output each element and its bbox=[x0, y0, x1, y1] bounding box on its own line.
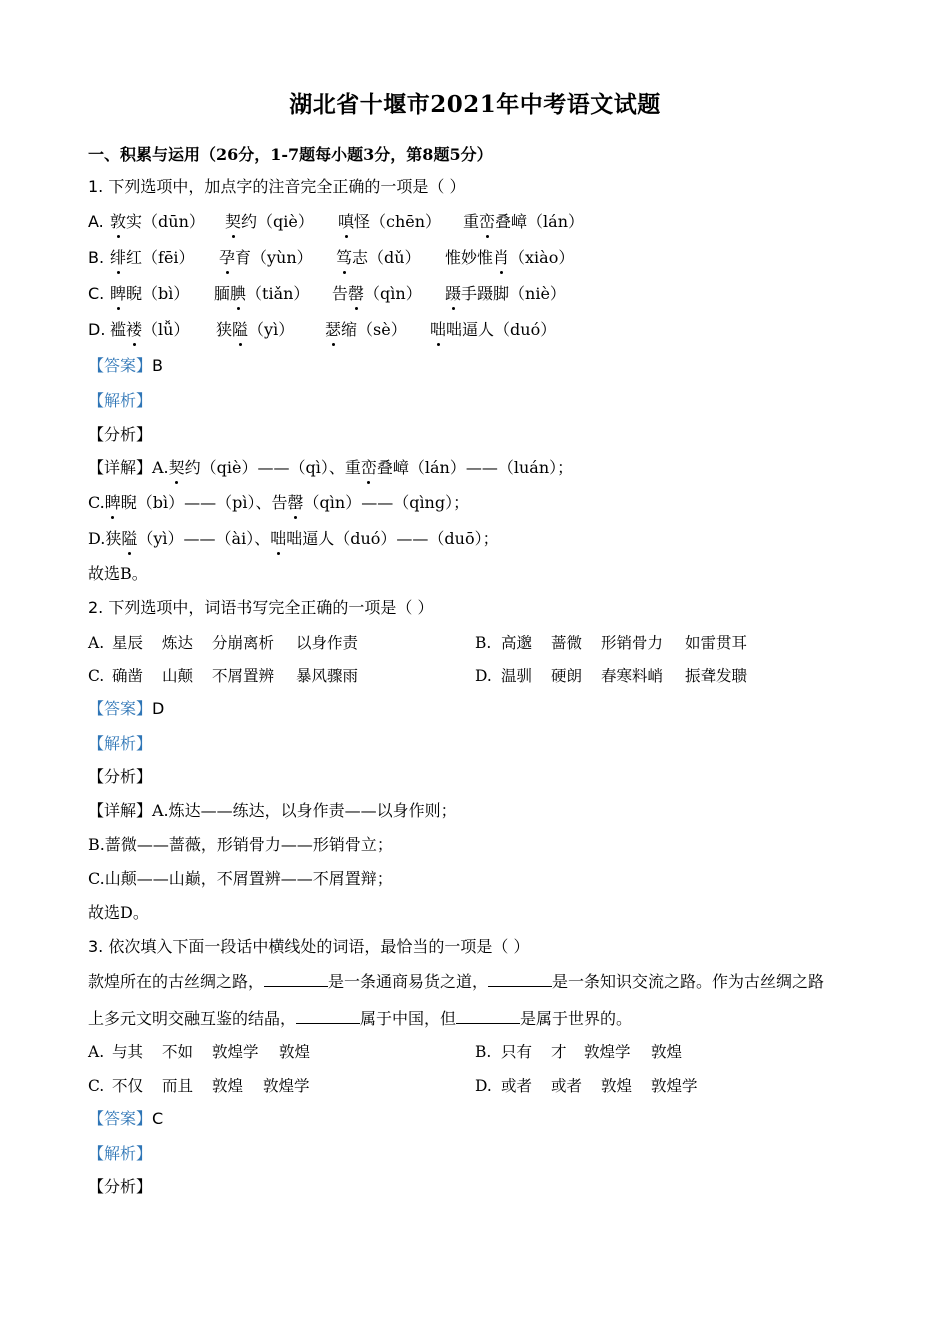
q3-option-c: C. 不仅 而且 敦煌 敦煌学 bbox=[88, 1077, 310, 1095]
section-heading: 一、积累与运用（26分，1-7题每小题3分，第8题5分） bbox=[88, 145, 493, 164]
page-title: 湖北省十堰市2021年中考语文试题 bbox=[289, 91, 661, 118]
blank-1 bbox=[264, 972, 328, 987]
blank-4 bbox=[456, 1009, 520, 1024]
blank-2 bbox=[488, 972, 552, 987]
q2-jiexi-label: 【解析】 bbox=[88, 734, 153, 753]
q3-option-d: D. 或者 或者 敦煌 敦煌学 bbox=[475, 1077, 698, 1095]
q3-passage-line-1: 款煌所在的古丝绸之路， 是一条通商易货之道， 是一条知识交流之路。作为古丝绸之路 bbox=[88, 972, 825, 991]
q1-fenxi-label: 【分析】 bbox=[88, 425, 153, 444]
q2-detail-a: 【详解】A.炼达——练达，以身作责——以身作则； bbox=[88, 801, 457, 820]
q3-fenxi-label: 【分析】 bbox=[88, 1177, 153, 1196]
q2-option-d: D. 温驯 硬朗 春寒料峭 振聋发聩 bbox=[475, 667, 748, 685]
q1-detail-a: 【详解】A.契约（qiè）——（qì）、重峦叠嶂（lán）——（luán）； bbox=[88, 458, 574, 477]
question-2-stem: 2. 下列选项中，词语书写完全正确的一项是（ ） bbox=[88, 598, 434, 617]
question-1-stem: 1. 下列选项中，加点字的注音完全正确的一项是（ ） bbox=[88, 177, 466, 196]
q2-fenxi-label: 【分析】 bbox=[88, 767, 153, 786]
question-3-stem: 3. 依次填入下面一段话中横线处的词语，最恰当的一项是（ ） bbox=[88, 937, 530, 956]
q2-option-b: B. 高邈 蔷微 形销骨力 如雷贯耳 bbox=[475, 634, 748, 652]
q2-option-a: A. 星辰 炼达 分崩离析 以身作责 bbox=[88, 634, 359, 652]
q3-option-a: A. 与其 不如 敦煌学 敦煌 bbox=[88, 1043, 311, 1061]
q1-option-b: B. 绯红（fēi） 孕育（yùn） 笃志（dǔ） 惟妙惟肖（xiào） bbox=[88, 248, 575, 267]
q3-passage-line-2: 上多元文明交融互鉴的结晶， 属于中国，但 是属于世界的。 bbox=[88, 1009, 633, 1028]
q3-option-b: B. 只有 才 敦煌学 敦煌 bbox=[475, 1043, 683, 1061]
q2-conclusion: 故选D。 bbox=[88, 903, 149, 922]
q1-jiexi-label: 【解析】 bbox=[88, 391, 153, 410]
q3-answer: 【答案】C bbox=[88, 1109, 164, 1128]
q1-option-a: A. 敦实（dūn） 契约（qiè） 嗔怪（chēn） 重峦叠嶂（lán） bbox=[88, 212, 584, 231]
q1-detail-c: C.睥睨（bì）——（pì）、告罄（qìn）——（qìng）； bbox=[88, 493, 470, 512]
q2-detail-c: C.山颠——山巅，不屑置辨——不屑置辩； bbox=[88, 869, 393, 888]
q1-conclusion: 故选B。 bbox=[88, 564, 148, 583]
q2-answer: 【答案】D bbox=[88, 699, 165, 718]
blank-3 bbox=[296, 1009, 360, 1024]
q2-option-c: C. 确凿 山颠 不屑置辨 暴风骤雨 bbox=[88, 667, 359, 685]
q1-option-d: D. 褴褛（lǚ） 狭隘（yì） 瑟缩（sè） 咄咄逼人（duó） bbox=[88, 320, 557, 339]
q3-jiexi-label: 【解析】 bbox=[88, 1144, 153, 1163]
q2-detail-b: B.蔷微——蔷薇，形销骨力——形销骨立； bbox=[88, 835, 393, 854]
q1-option-c: C. 睥睨（bì） 腼腆（tiǎn） 告罄（qìn） 蹑手蹑脚（niè） bbox=[88, 284, 566, 303]
q1-answer: 【答案】B bbox=[88, 356, 163, 375]
q1-detail-d: D.狭隘（yì）——（ài）、咄咄逼人（duó）——（duō）； bbox=[88, 529, 499, 548]
